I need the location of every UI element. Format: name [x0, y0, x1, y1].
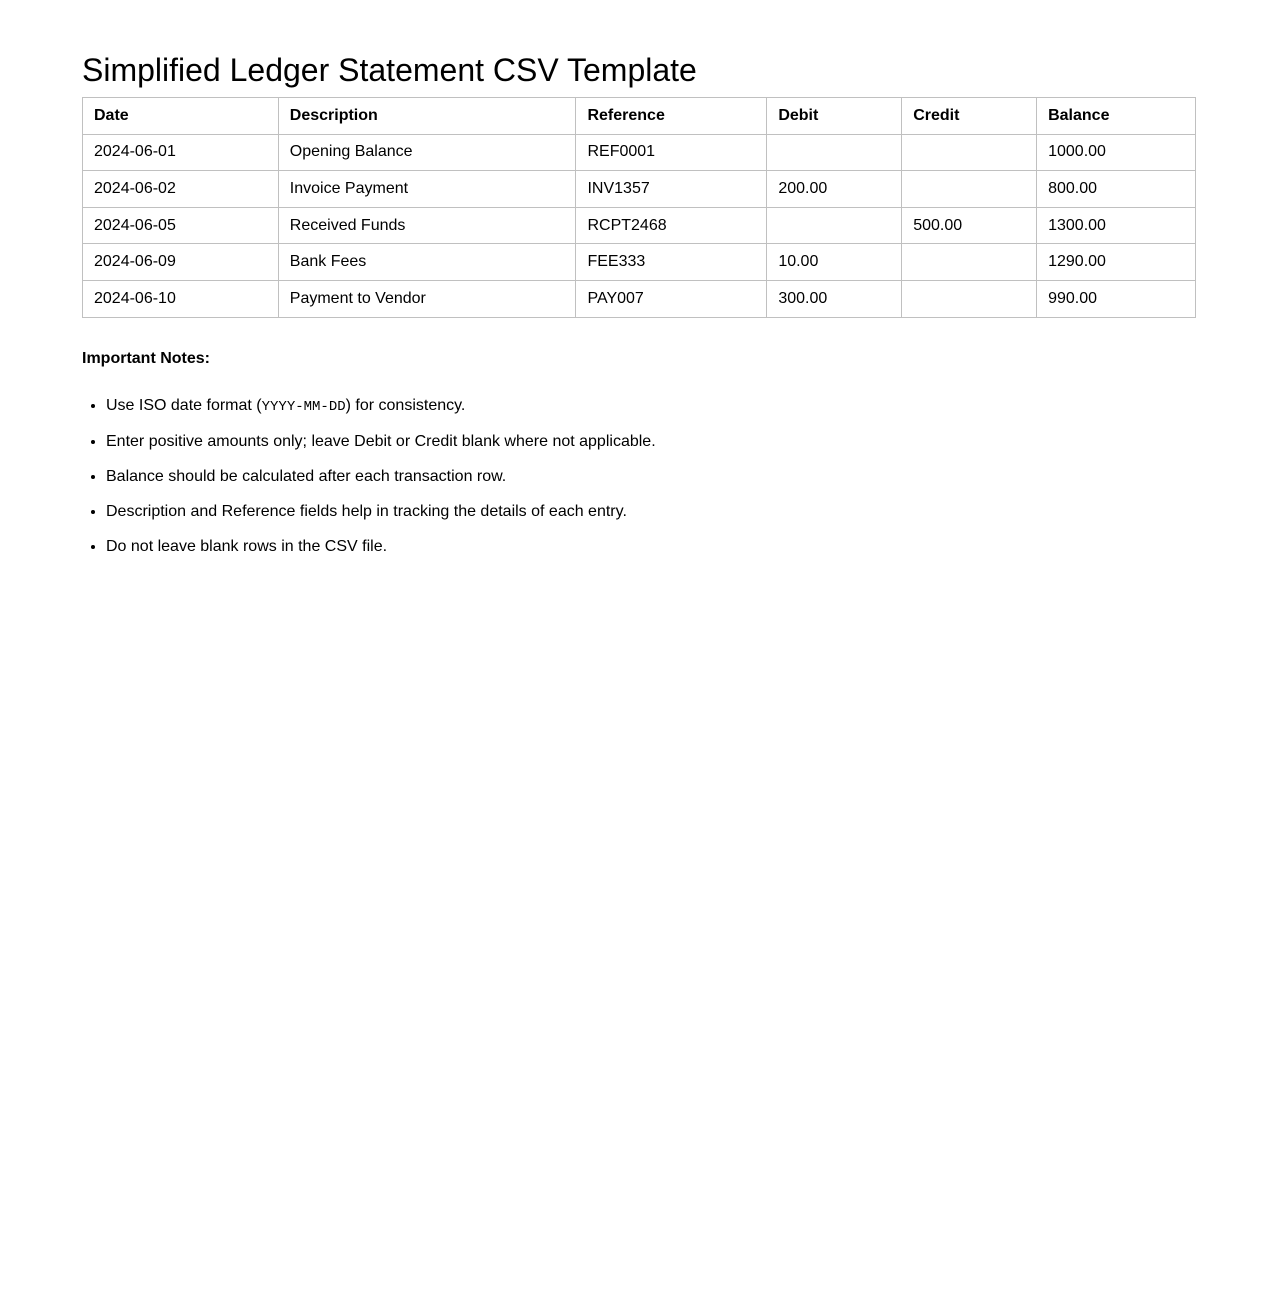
cell-balance: 1300.00 — [1037, 207, 1196, 244]
cell-reference: PAY007 — [576, 280, 767, 317]
note-item: • Do not leave blank rows in the CSV file. — [106, 537, 1196, 557]
cell-credit — [902, 134, 1037, 171]
cell-reference: INV1357 — [576, 171, 767, 208]
notes-list — [82, 396, 1196, 557]
cell-credit — [902, 244, 1037, 281]
cell-date: 2024-06-09 — [83, 244, 279, 281]
cell-debit — [767, 134, 902, 171]
cell-debit: 200.00 — [767, 171, 902, 208]
cell-date: 2024-06-05 — [83, 207, 279, 244]
cell-balance: 800.00 — [1037, 171, 1196, 208]
table-row — [83, 280, 1196, 317]
table-row — [83, 207, 1196, 244]
cell-credit: 500.00 — [902, 207, 1037, 244]
header-date: Date — [83, 98, 279, 135]
cell-balance: 1290.00 — [1037, 244, 1196, 281]
note-text: Use ISO date format ( — [106, 396, 262, 414]
note-text: ) for consistency. — [345, 396, 466, 414]
cell-description: Opening Balance — [278, 134, 576, 171]
cell-description: Invoice Payment — [278, 171, 576, 208]
cell-date: 2024-06-01 — [83, 134, 279, 171]
cell-balance: 990.00 — [1037, 280, 1196, 317]
cell-reference: RCPT2468 — [576, 207, 767, 244]
header-debit: Debit — [767, 98, 902, 135]
table-row — [83, 244, 1196, 281]
note-item: • Description and Reference fields help in tracking the details of each entry. — [106, 502, 1196, 522]
cell-date: 2024-06-02 — [83, 171, 279, 208]
cell-balance: 1000.00 — [1037, 134, 1196, 171]
date-format-code: YYYY-MM-DD — [261, 398, 346, 415]
header-balance: Balance — [1037, 98, 1196, 135]
note-item: • Balance should be calculated after each transaction row. — [106, 467, 1196, 487]
cell-credit — [902, 280, 1037, 317]
document-page — [0, 0, 1278, 557]
cell-reference: REF0001 — [576, 134, 767, 171]
note-item: • Enter positive amounts only; leave Debit or Credit blank where not applicable. — [106, 432, 1196, 452]
cell-credit — [902, 171, 1037, 208]
cell-description: Payment to Vendor — [278, 280, 576, 317]
table-row — [83, 171, 1196, 208]
page-title: Simplified Ledger Statement CSV Template — [82, 52, 697, 88]
cell-debit — [767, 207, 902, 244]
header-description: Description — [278, 98, 576, 135]
table-row — [83, 134, 1196, 171]
header-credit: Credit — [902, 98, 1037, 135]
cell-debit: 10.00 — [767, 244, 902, 281]
cell-description: Bank Fees — [278, 244, 576, 281]
cell-description: Received Funds — [278, 207, 576, 244]
ledger-table — [82, 97, 1196, 318]
note-item — [106, 396, 1196, 417]
header-reference: Reference — [576, 98, 767, 135]
notes-heading: Important Notes: — [82, 349, 210, 367]
cell-debit: 300.00 — [767, 280, 902, 317]
cell-date: 2024-06-10 — [83, 280, 279, 317]
table-header-row — [83, 98, 1196, 135]
cell-reference: FEE333 — [576, 244, 767, 281]
